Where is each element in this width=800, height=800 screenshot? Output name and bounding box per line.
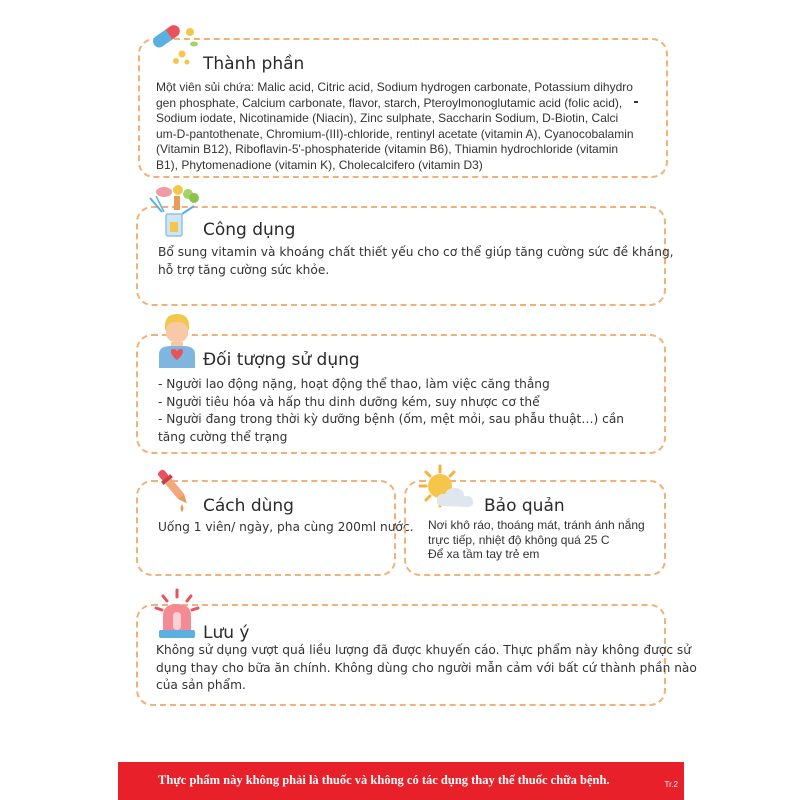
ingredients-line: um-D-pantothenate, Chromium-(III)-chloride, rentinyl acetate (vitamin A), Cyanocobalamin — [156, 126, 634, 141]
ingredients-text — [156, 80, 634, 173]
ingredients-line: gen phosphate, Calcium carbonate, flavor, starch, Pteroylmonoglutamic acid (folic acid), — [156, 95, 623, 110]
storage-line: Để xa tầm tay trẻ em — [428, 547, 540, 561]
ingredients-line: (Vitamin B12), Riboflavin-5'-phosphateride (vitamin B6), Thiamin hydrochloride (vitamin — [156, 142, 619, 156]
uses-line: hỗ trợ tăng cường sức khỏe. — [158, 262, 330, 277]
footer-banner — [118, 762, 684, 800]
uses-text — [158, 244, 674, 279]
ingredients-line: Sodium iodate, Nicotinamide (Niacin), Zinc sulphate, Saccharin Sodium, D-Biotin, Calci — [156, 111, 619, 125]
note-line: của sản phẩm. — [156, 678, 246, 692]
ingredients-title: Thành phần — [203, 54, 305, 74]
storage-line: Nơi khô ráo, thoáng mát, tránh ánh nắng — [428, 518, 645, 532]
note-text — [156, 642, 697, 695]
note-line: Không sử dụng vượt quá liều lượng đã được khuyến cáo. Thực phẩm này không được sử — [156, 643, 691, 657]
person-icon — [156, 312, 198, 368]
usage-text — [158, 519, 413, 537]
footer-disclaimer: Thực phẩm này không phải là thuốc và không có tác dụng thay thế thuốc chữa bệnh. — [158, 773, 610, 787]
dash-mark — [634, 101, 638, 103]
storage-text — [428, 518, 645, 562]
target-title: Đối tượng sử dụng — [203, 350, 360, 370]
note-line: dụng thay cho bữa ăn chính. Không dùng cho người mẫn cảm với bất cứ thành phần nào — [156, 660, 697, 675]
sun-cloud-icon — [418, 464, 478, 512]
note-title: Lưu ý — [203, 623, 250, 643]
usage-line: Uống 1 viên/ ngày, pha cùng 200ml nước. — [158, 520, 414, 534]
dropper-icon — [152, 466, 196, 516]
target-line: - Người đang trong thời kỳ dưỡng bệnh (ốm, mệt mỏi, sau phẫu thuật…) cần — [158, 412, 625, 426]
page-number: Tr.2 — [664, 780, 678, 789]
siren-icon — [154, 588, 200, 640]
uses-title: Công dụng — [203, 220, 296, 240]
target-line: - Người lao động nặng, hoạt động thể thao, làm việc căng thẳng — [158, 377, 550, 391]
target-line: - Người tiêu hóa và hấp thu dinh dưỡng kém, suy nhược cơ thể — [158, 394, 540, 409]
target-line: tăng cường thể trạng — [158, 429, 288, 444]
storage-line: trực tiếp, nhiệt độ không quá 25 C — [428, 532, 610, 547]
storage-title: Bảo quản — [484, 496, 565, 516]
uses-line: Bổ sung vitamin và khoáng chất thiết yếu cho cơ thể giúp tăng cường sức đề kháng, — [158, 245, 674, 259]
ingredients-line: Một viên sủi chứa: Malic acid, Citric acid, Sodium hydrogen carbonate, Potassium dihydro — [156, 80, 633, 94]
pills-icon — [150, 24, 200, 68]
usage-title: Cách dùng — [203, 496, 294, 516]
target-text — [158, 376, 624, 446]
funnel-icon — [148, 184, 202, 240]
ingredients-line: B1), Phytomenadione (vitamin K), Cholecalcifero (vitamin D3) — [156, 157, 483, 172]
